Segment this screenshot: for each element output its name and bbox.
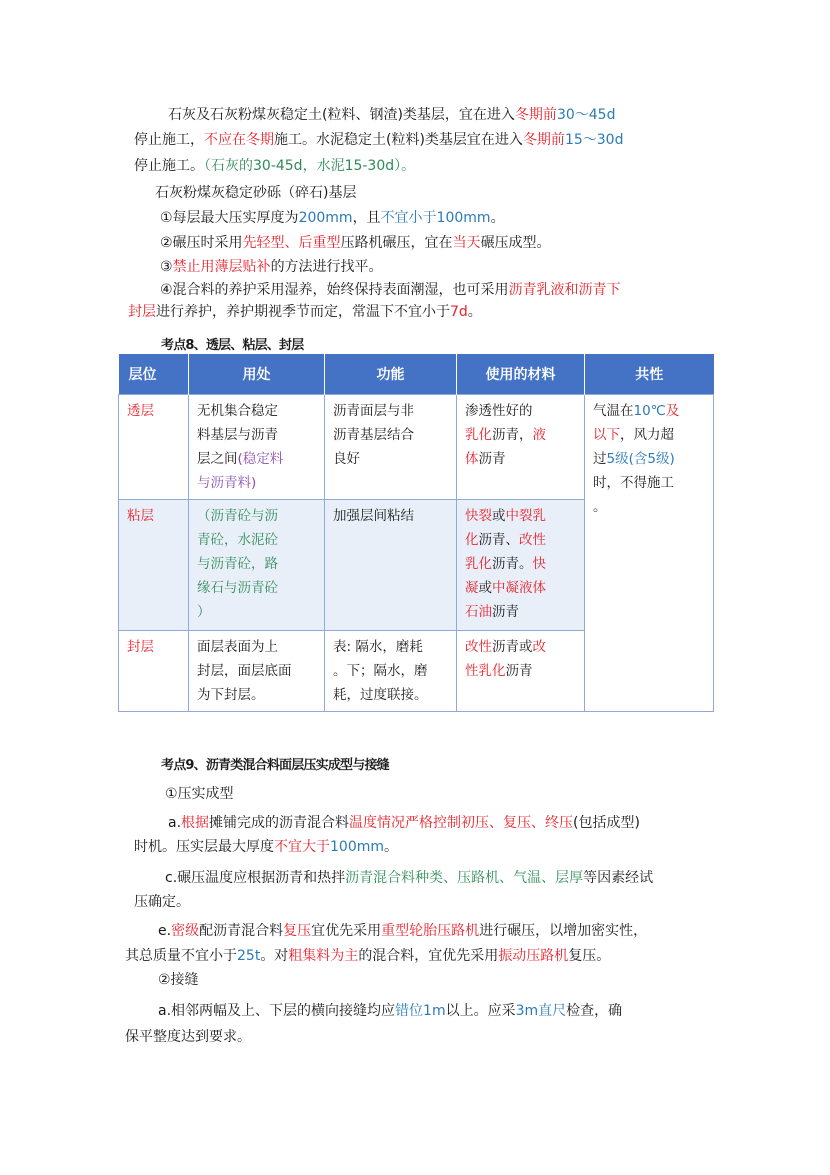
text: 停止施工。	[134, 158, 204, 174]
header-function: 功能	[325, 354, 457, 395]
highlight-red: 液	[532, 427, 546, 443]
cell-line: 面层表面为上	[197, 639, 278, 655]
kp9-item-e-line-1	[158, 921, 647, 941]
highlight-red: 体	[465, 451, 479, 467]
highlight-blue: 10℃	[633, 403, 666, 419]
highlight-red: 改性	[519, 532, 546, 548]
function-cell	[325, 395, 457, 500]
text: 施工。水泥稳定土(粒料)类基层宜在进入	[274, 132, 523, 148]
highlight-red: 及	[665, 403, 680, 419]
note-purple: 与沥青料)	[197, 475, 257, 491]
text: 。	[467, 304, 482, 320]
text: ，且	[352, 210, 381, 226]
highlight-red: 7d	[450, 304, 468, 320]
text: ②碾压时采用	[160, 235, 243, 251]
text: 碾压成型。	[480, 235, 551, 251]
cell-line: 封层，面层底面	[197, 663, 292, 679]
gravel-item-2	[160, 233, 551, 253]
layer-cell: 透层	[119, 395, 189, 500]
kp9-item-a-line-2	[134, 837, 398, 857]
cell-line: 。下；隔水，磨	[333, 663, 428, 679]
function-cell	[325, 500, 457, 631]
text: 的混合料，宜优先采用	[358, 948, 499, 964]
cell-line: 沥青面层与非	[333, 403, 414, 419]
cell-line: 料基层与沥青	[197, 427, 278, 443]
cell-line: 耗，过度联接。	[333, 687, 428, 703]
header-material: 使用的材料	[457, 354, 585, 395]
highlight-green: 沥青混合料种类、压路机、气温、层厚	[345, 870, 584, 886]
text: 或	[478, 580, 492, 596]
highlight-red: 中裂乳	[505, 508, 546, 524]
text: 沥青，	[492, 427, 533, 443]
highlight-blue: 5级(含5级)	[606, 451, 675, 467]
text: ①每层最大压实厚度为	[160, 210, 299, 226]
text: 。	[384, 839, 398, 855]
text: ，风力超	[620, 427, 674, 443]
text: 复压。	[568, 948, 611, 964]
kp9-item-e-line-2	[125, 946, 610, 966]
header-use: 用处	[189, 354, 325, 395]
kp9-heading: 考点9、沥青类混合料面层压实成型与接缝	[161, 758, 389, 773]
gravel-item-1	[160, 208, 505, 228]
highlight-red: 振动压路机	[498, 948, 569, 964]
text: 沥青、	[478, 532, 519, 548]
highlight-red: 禁止用薄层贴补	[172, 259, 271, 275]
text: 石灰及石灰粉煤灰稳定土(粒料、钢渣)类基层，宜在进入	[168, 107, 515, 123]
highlight-red: 复压	[283, 923, 312, 939]
cell-line: 渗透性好的	[465, 403, 533, 419]
highlight-blue: 不宜小于100mm	[380, 210, 491, 226]
highlight-green: （石灰的30-45d，水泥15-30d）。	[204, 158, 416, 174]
text: 以上。应采	[445, 1003, 516, 1019]
highlight-red: 改性	[465, 639, 492, 655]
kp8-heading: 考点8、透层、粘层、封层	[161, 338, 304, 353]
highlight-red: 石油	[465, 604, 492, 620]
highlight-red: 不宜大于	[274, 839, 330, 855]
note-purple: (稳定料	[237, 451, 284, 467]
text: 宜优先采用	[311, 923, 382, 939]
text: 气温在	[593, 403, 634, 419]
text: 的方法进行找平。	[270, 259, 383, 275]
highlight-blue: 100mm	[330, 839, 384, 855]
highlight-red: 冬期前	[514, 107, 557, 123]
highlight-red: 根据	[181, 815, 210, 831]
highlight-red: 沥青乳液和沥青下	[508, 282, 621, 298]
text: a.	[168, 815, 182, 831]
cell-line: 沥青基层结合	[333, 427, 414, 443]
intro-line-2	[134, 130, 623, 150]
highlight-red: 乳化	[465, 556, 492, 572]
use-cell	[189, 500, 325, 631]
kp9-joint-line-2: 保平整度达到要求。	[125, 1029, 251, 1045]
common-cell	[585, 395, 714, 712]
highlight-blue: 30～45d	[556, 107, 616, 123]
text: 摊铺完成的沥青混合料	[209, 815, 350, 831]
cell-line: ）	[197, 604, 211, 620]
cell-line: 缘石与沥青砼	[197, 580, 278, 596]
use-cell	[189, 631, 325, 712]
highlight-red: 乳化	[465, 427, 492, 443]
cell-line: 。	[593, 499, 607, 515]
text: 沥青	[478, 451, 506, 467]
highlight-red: 以下	[593, 427, 620, 443]
header-common: 共性	[585, 354, 714, 395]
cell-line: 无机集合稳定	[197, 403, 278, 419]
kp9-subheading-joints: ②接缝	[158, 972, 199, 988]
gravel-item-4-cont	[128, 302, 482, 322]
highlight-red: 不应在冬期	[204, 132, 274, 148]
highlight-blue: 25t	[237, 948, 261, 964]
text: (包括成型)	[573, 815, 640, 831]
function-cell	[325, 631, 457, 712]
highlight-red: 中凝液体	[492, 580, 546, 596]
layer-cell: 粘层	[119, 500, 189, 631]
text: 。	[490, 210, 505, 226]
highlight-red: 密级	[171, 923, 200, 939]
table-header-row	[119, 354, 714, 395]
highlight-blue: 15～30d	[564, 132, 624, 148]
highlight-red: 化	[465, 532, 479, 548]
kp9-item-a-line-1	[168, 813, 640, 833]
kp9-item-c-line-2: 压确定。	[134, 894, 190, 910]
text: 或	[492, 508, 506, 524]
cell-line: 表: 隔水，磨耗	[333, 639, 423, 655]
kp9-item-c-line-1	[165, 868, 653, 888]
text: 进行养护，养护期视季节而定，常温下不宜小于	[156, 304, 450, 320]
text: ③	[160, 259, 173, 275]
highlight-red: 性乳化	[465, 663, 506, 679]
text: 沥青或	[492, 639, 533, 655]
intro-line-3	[134, 156, 415, 176]
highlight-blue: 3m直尺	[515, 1003, 567, 1019]
highlight-red: 凝	[465, 580, 479, 596]
text: e.	[158, 923, 172, 939]
text: c.碾压温度应根据沥青和热拌	[165, 870, 346, 886]
material-cell	[457, 631, 585, 712]
layer-table	[118, 354, 714, 712]
highlight-red: 重型轮胎压路机	[381, 923, 480, 939]
text: 配沥青混合料	[199, 923, 284, 939]
highlight-red: 冬期前	[522, 132, 565, 148]
use-cell	[189, 395, 325, 500]
highlight-red: 快裂	[465, 508, 492, 524]
highlight-blue: 200mm	[298, 210, 353, 226]
layer-cell: 封层	[119, 631, 189, 712]
cell-line: 与沥青砼，路	[197, 556, 278, 572]
cell-line: 层之间	[197, 451, 238, 467]
cell-line: 为下封层。	[197, 687, 265, 703]
text: ④混合料的养护采用湿养，始终保持表面潮湿，也可采用	[160, 282, 509, 298]
kp9-joint-line-1	[158, 1001, 622, 1021]
highlight-red: 改	[532, 639, 546, 655]
text: 时机。压实层最大厚度	[134, 839, 274, 855]
text: 压路机碾压，宜在	[340, 235, 453, 251]
text: 过	[593, 451, 607, 467]
gravel-item-3	[160, 257, 383, 277]
highlight-blue: 错位1m	[395, 1003, 446, 1019]
table-row	[119, 395, 714, 500]
text: 等因素经试	[583, 870, 654, 886]
gravel-title: 石灰粉煤灰稳定砂砾（碎石)基层	[155, 185, 357, 201]
text: a.相邻两幅及上、下层的横向接缝均应	[158, 1003, 396, 1019]
cell-line: 良好	[333, 451, 360, 467]
material-cell	[457, 395, 585, 500]
kp9-subheading-compaction: ①压实成型	[165, 786, 234, 802]
highlight-red: 快	[532, 556, 546, 572]
text: 沥青	[505, 663, 533, 679]
highlight-red: 粗集料为主	[288, 948, 359, 964]
text: 沥青。	[492, 556, 533, 572]
header-layer: 层位	[119, 354, 189, 395]
text: 停止施工，	[134, 132, 204, 148]
text: 其总质量不宜小于	[125, 948, 237, 964]
text: 进行碾压，以增加密实性，	[479, 923, 648, 939]
highlight-red: 先轻型、后重型	[242, 235, 341, 251]
highlight-red: 封层	[128, 304, 156, 320]
material-cell	[457, 500, 585, 631]
text: 检查，确	[566, 1003, 623, 1019]
highlight-red: 温度情况严格控制初压、复压、终压	[349, 815, 574, 831]
highlight-red: 当天	[452, 235, 481, 251]
gravel-item-4	[160, 280, 621, 300]
intro-line-1	[168, 105, 615, 125]
text: 。对	[260, 948, 289, 964]
text: 沥青	[492, 604, 519, 620]
cell-line: 青砼，水泥砼	[197, 532, 278, 548]
cell-line: 加强层间粘结	[333, 508, 414, 524]
cell-line: 时，不得施工	[593, 475, 674, 491]
cell-line: （沥青砼与沥	[197, 508, 278, 524]
